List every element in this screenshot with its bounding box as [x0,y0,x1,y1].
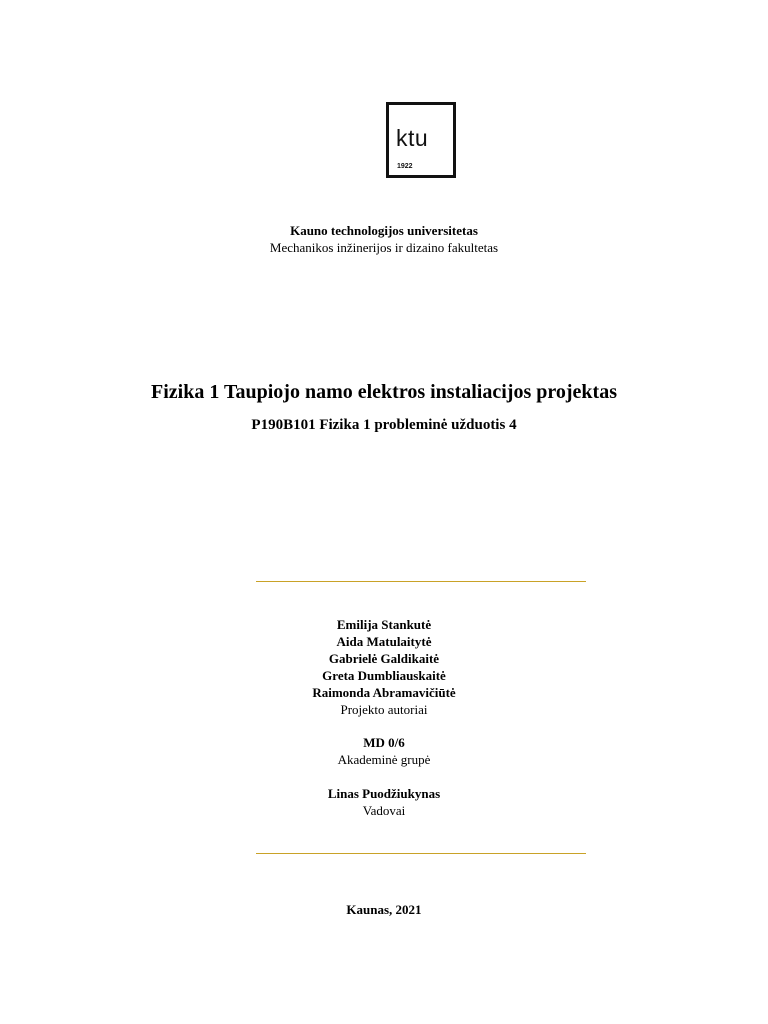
supervisor-caption: Vadovai [362,803,406,818]
author-name: Raimonda Abramavičiūtė [312,685,456,700]
bottom-divider [256,853,586,854]
author-name: Gabrielė Galdikaitė [328,651,440,666]
supervisor-name: Linas Puodžiukynas [327,786,441,801]
document-title: Fizika 1 Taupiojo namo elektros instaliacijos projektas [151,381,617,403]
logo-year: 1922 [397,163,413,170]
place-and-date: Kaunas, 2021 [346,902,422,917]
top-divider [256,581,586,582]
ktu-logo [386,102,456,178]
university-name: Kauno technologijos universitetas [290,223,478,238]
document-subtitle: P190B101 Fizika 1 probleminė užduotis 4 [251,417,517,433]
academic-group-caption: Akademinė grupė [337,752,431,767]
author-name: Aida Matulaitytė [336,634,432,649]
author-name: Greta Dumbliauskaitė [322,668,446,683]
authors-caption: Projekto autoriai [340,702,428,717]
author-name: Emilija Stankutė [336,617,432,632]
faculty-name: Mechanikos inžinerijos ir dizaino fakultetas [269,240,499,255]
logo-text: ktu [396,125,429,151]
academic-group-value: MD 0/6 [363,735,405,750]
